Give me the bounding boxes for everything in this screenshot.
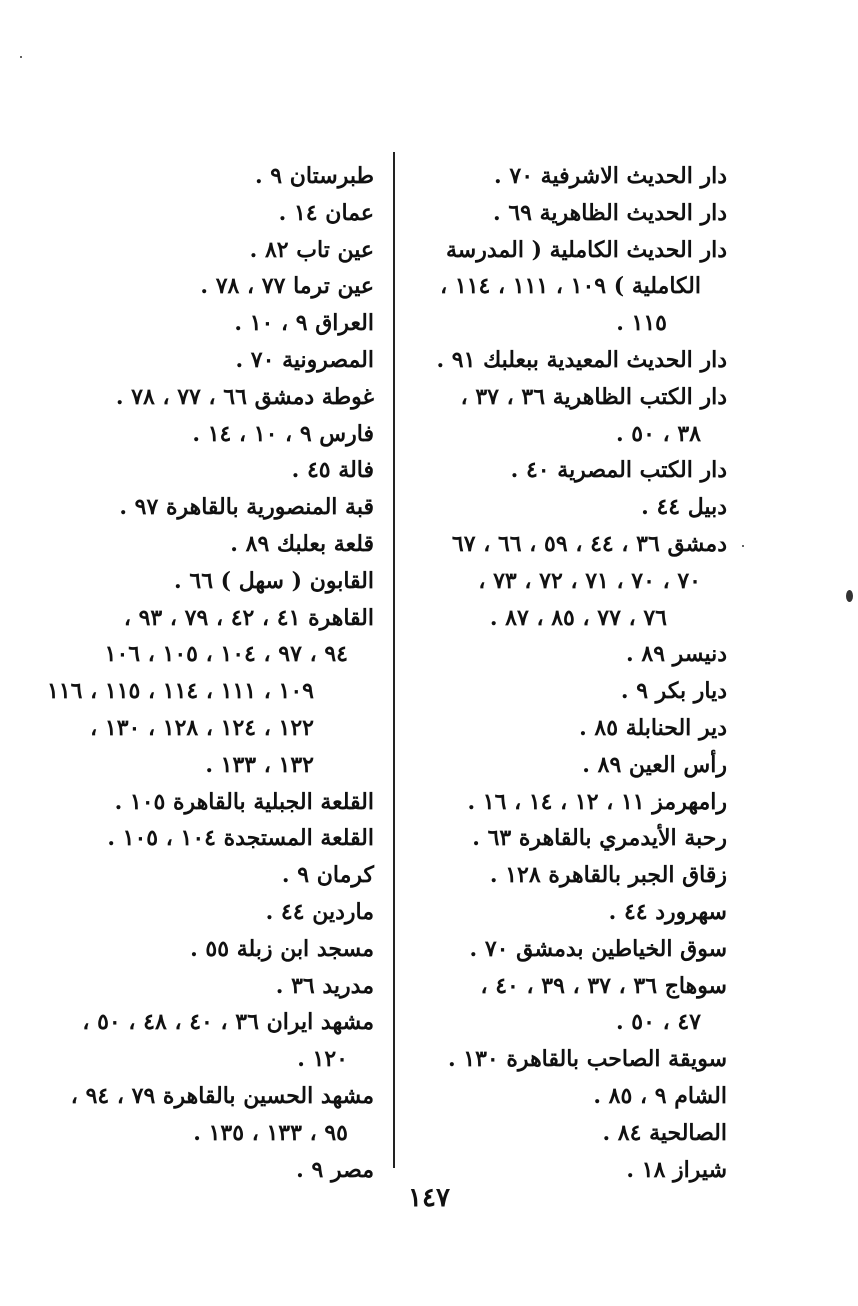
index-entry [44,931,374,968]
index-entry [397,673,727,710]
entry-line: عين تاب ٨٢ . [249,236,374,263]
index-entry [397,379,727,453]
scan-speck [846,590,853,602]
entry-line: دار الكتب المصرية ٤٠ . [510,457,727,484]
entry-line: سوق الخياطين بدمشق ٧٠ . [469,935,727,962]
index-entry [44,894,374,931]
entry-continuation-line: ٩٤ ، ٩٧ ، ١٠٤ ، ١٠٥ ، ١٠٦ [104,641,348,668]
entry-line: الشام ٩ ، ٨٥ . [593,1082,727,1109]
entry-line: ماردين ٤٤ . [265,898,374,925]
index-entry [44,342,374,379]
index-entry [44,1078,374,1152]
scan-speck [20,56,22,58]
entry-line: مسجد ابن زبلة ٥٥ . [190,935,374,962]
index-entry [44,968,374,1005]
index-entry [44,268,374,305]
index-entry [397,784,727,821]
index-entry [44,784,374,821]
index-entry [397,747,727,784]
entry-line: دير الحنابلة ٨٥ . [579,714,727,741]
entry-continuation-line: ١٢٢ ، ١٢٤ ، ١٢٨ ، ١٣٠ ، [90,714,314,741]
index-entry [397,931,727,968]
index-entry [397,489,727,526]
index-entry [44,452,374,489]
index-entry [397,1115,727,1152]
index-entry [397,710,727,747]
entry-line: مصر ٩ . [296,1156,374,1183]
index-entry [397,526,727,636]
entry-line: دبيل ٤٤ . [641,494,727,521]
index-entry [397,857,727,894]
entry-line: مدريد ٣٦ . [275,972,374,999]
entry-line: مشهد الحسين بالقاهرة ٧٩ ، ٩٤ ، [70,1082,374,1109]
index-entry [397,1041,727,1078]
entry-continuation-line: ٣٨ ، ٥٠ . [615,420,701,447]
entry-line: المصرونية ٧٠ . [235,346,374,373]
index-entry [44,563,374,600]
entry-line: القابون ( سهل ) ٦٦ . [174,567,374,594]
entry-line: رأس العين ٨٩ . [582,751,727,778]
index-entry [44,195,374,232]
entry-continuation-line: ١٢٠ . [297,1046,348,1073]
index-entry [397,636,727,673]
entry-line: القاهرة ٤١ ، ٤٢ ، ٧٩ ، ٩٣ ، [123,604,374,631]
entry-line: دنيسر ٨٩ . [626,641,727,668]
entry-continuation-line: الكاملية ) ١٠٩ ، ١١١ ، ١١٤ ، [440,273,701,300]
entry-line: زقاق الجبر بالقاهرة ١٢٨ . [489,862,727,889]
entry-continuation-line: ٩٥ ، ١٣٣ ، ١٣٥ . [193,1119,348,1146]
entry-line: رامهرمز ١١ ، ١٢ ، ١٤ ، ١٦ . [467,788,727,815]
entry-line: سويقة الصاحب بالقاهرة ١٣٠ . [447,1046,727,1073]
index-entry [397,820,727,857]
entry-line: طبرستان ٩ . [254,163,374,189]
index-entry [44,1004,374,1078]
entry-line: رحبة الأيدمري بالقاهرة ٦٣ . [472,825,727,852]
entry-line: فارس ٩ ، ١٠ ، ١٤ . [192,420,374,447]
entry-line: غوطة دمشق ٦٦ ، ٧٧ ، ٧٨ . [115,383,374,410]
entry-line: شيراز ١٨ . [626,1156,727,1183]
entry-line: فالة ٤٥ . [291,457,374,484]
index-entry [44,857,374,894]
index-entry [44,820,374,857]
index-entry [44,489,374,526]
index-entry [397,894,727,931]
entry-line: دار الحديث الظاهرية ٦٩ . [493,199,727,226]
entry-continuation-line: ١٠٩ ، ١١١ ، ١١٤ ، ١١٥ ، ١١٦ [47,678,314,705]
entry-line: دار الحديث الكاملية ( المدرسة [446,236,727,263]
index-entry [397,452,727,489]
index-entry [44,600,374,784]
entry-line: القلعة المستجدة ١٠٤ ، ١٠٥ . [107,825,374,852]
entry-line: عمان ١٤ . [278,199,374,226]
entry-line: دار الحديث المعيدية ببعلبك ٩١ . [436,346,727,373]
entry-line: دار الحديث الاشرفية ٧٠ . [494,163,727,189]
entry-line: دمشق ٣٦ ، ٤٤ ، ٥٩ ، ٦٦ ، ٦٧ [451,530,727,557]
entry-line: مشهد ايران ٣٦ ، ٤٠ ، ٤٨ ، ٥٠ ، [82,1009,374,1036]
index-column-right [397,158,727,1188]
index-entry [44,305,374,342]
column-divider [393,152,395,1168]
entry-line: ديار بكر ٩ . [620,678,727,705]
index-entry [397,158,727,195]
entry-line: القلعة الجبلية بالقاهرة ١٠٥ . [114,788,374,815]
index-entry [44,416,374,453]
entry-line: قلعة بعلبك ٨٩ . [230,530,374,557]
index-column-left [44,158,374,1188]
page-number: ١٤٧ [408,1183,450,1213]
entry-continuation-line: ٧٦ ، ٧٧ ، ٨٥ ، ٨٧ . [489,604,667,631]
entry-line: الصالحية ٨٤ . [602,1119,727,1146]
entry-line: دار الكتب الظاهرية ٣٦ ، ٣٧ ، [460,383,727,410]
index-entry [44,379,374,416]
entry-line: العراق ٩ ، ١٠ . [234,310,374,337]
index-entry [44,232,374,269]
index-entry [397,968,727,1042]
index-entry [397,195,727,232]
entry-continuation-line: ١٣٢ ، ١٣٣ . [205,751,314,778]
entry-continuation-line: ٤٧ ، ٥٠ . [615,1009,701,1036]
entry-line: قبة المنصورية بالقاهرة ٩٧ . [119,494,374,521]
entry-line: كرمان ٩ . [281,862,374,889]
index-entry [44,158,374,195]
entry-continuation-line: ١١٥ . [616,310,667,337]
entry-continuation-line: ٧٠ ، ٧٠ ، ٧١ ، ٧٢ ، ٧٣ ، [478,567,701,594]
entry-line: عين ترما ٧٧ ، ٧٨ . [200,273,374,300]
index-entry [44,526,374,563]
index-entry [397,1078,727,1115]
entry-line: سهرورد ٤٤ . [608,898,727,925]
scan-speck [742,545,744,547]
entry-line: سوهاج ٣٦ ، ٣٧ ، ٣٩ ، ٤٠ ، [480,972,727,999]
index-entry [397,342,727,379]
index-entry [397,232,727,342]
